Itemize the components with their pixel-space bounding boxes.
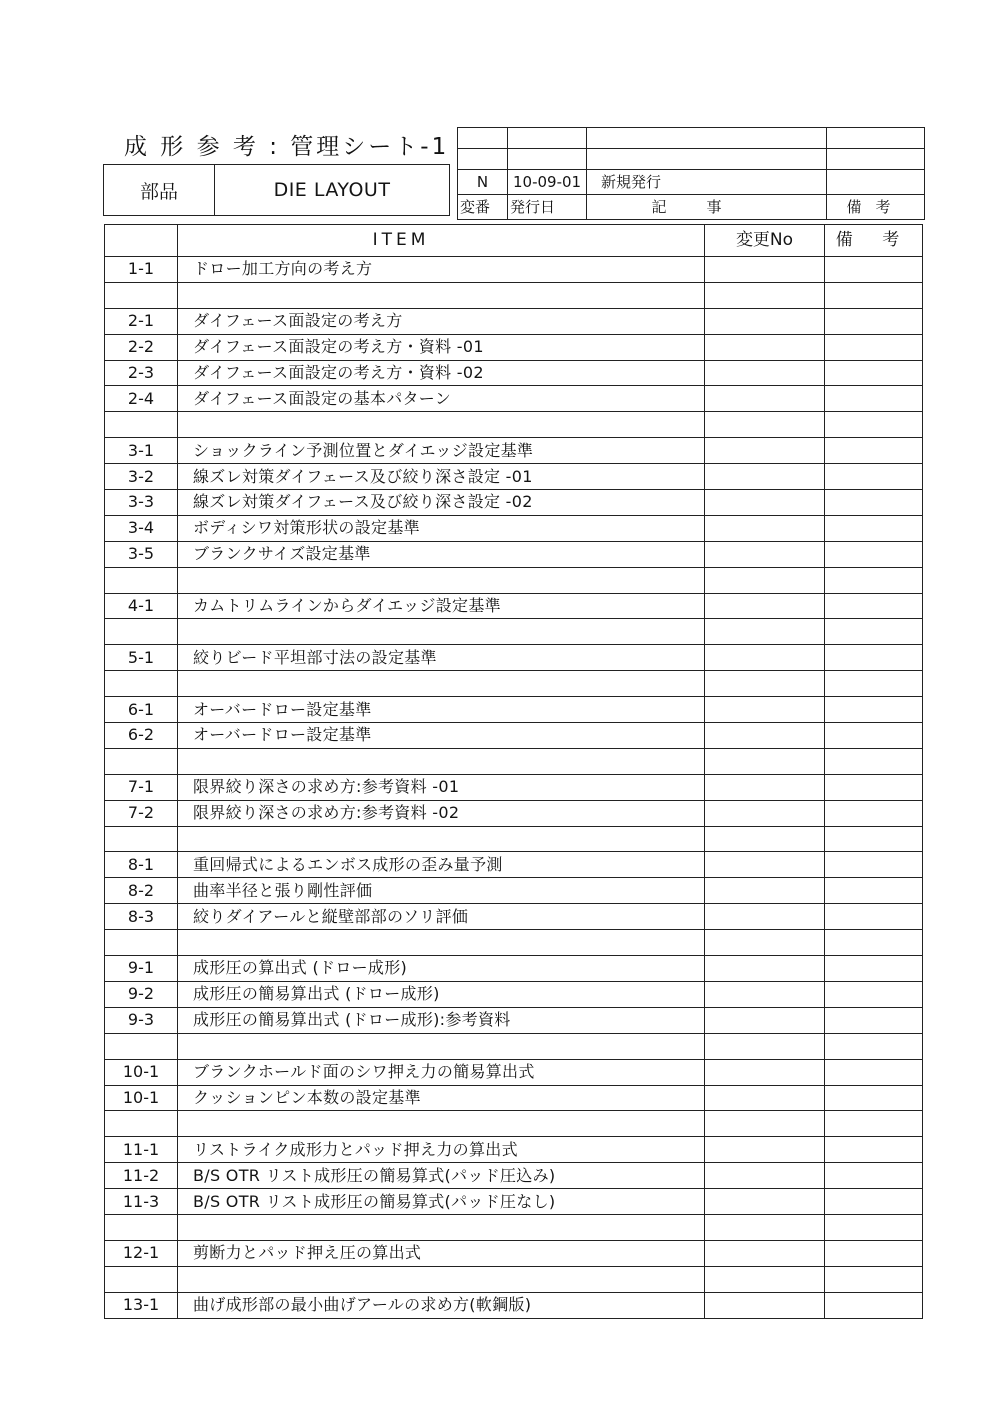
row-remarks xyxy=(825,464,923,490)
row-remarks xyxy=(825,1189,923,1215)
row-number: 11-3 xyxy=(105,1189,178,1215)
row-remarks xyxy=(825,1240,923,1266)
row-remarks xyxy=(825,1059,923,1085)
row-remarks xyxy=(825,308,923,334)
row-number xyxy=(105,567,178,593)
row-number: 4-1 xyxy=(105,593,178,619)
row-change-no xyxy=(705,334,825,360)
row-number: 3-3 xyxy=(105,490,178,516)
row-item xyxy=(178,1266,705,1292)
row-item xyxy=(178,1033,705,1059)
table-row xyxy=(105,981,923,1007)
row-remarks xyxy=(825,1033,923,1059)
row-remarks xyxy=(825,1292,923,1318)
table-row xyxy=(105,515,923,541)
table-row xyxy=(105,774,923,800)
row-number: 10-1 xyxy=(105,1059,178,1085)
table-row xyxy=(105,567,923,593)
row-item xyxy=(178,671,705,697)
revision-date-label: 発行日 xyxy=(508,195,587,220)
row-item: オーバードロー設定基準 xyxy=(178,723,705,749)
row-remarks xyxy=(825,1137,923,1163)
row-item xyxy=(178,748,705,774)
row-item xyxy=(178,930,705,956)
part-label: 部品 xyxy=(104,165,215,215)
row-number: 12-1 xyxy=(105,1240,178,1266)
row-number: 11-1 xyxy=(105,1137,178,1163)
row-number: 10-1 xyxy=(105,1085,178,1111)
row-number: 2-1 xyxy=(105,308,178,334)
row-remarks xyxy=(825,774,923,800)
row-number: 9-3 xyxy=(105,1007,178,1033)
row-item: ブランクホールド面のシワ押え力の簡易算出式 xyxy=(178,1059,705,1085)
row-item: 剪断力とパッド押え圧の算出式 xyxy=(178,1240,705,1266)
row-item xyxy=(178,1214,705,1240)
row-remarks xyxy=(825,697,923,723)
row-number: 11-2 xyxy=(105,1163,178,1189)
row-item xyxy=(178,1111,705,1137)
row-number: 8-1 xyxy=(105,852,178,878)
row-remarks xyxy=(825,1007,923,1033)
row-change-no xyxy=(705,1137,825,1163)
row-remarks xyxy=(825,619,923,645)
table-row xyxy=(105,904,923,930)
row-remarks xyxy=(825,515,923,541)
row-change-no xyxy=(705,1085,825,1111)
row-remarks xyxy=(825,671,923,697)
table-row xyxy=(105,257,923,283)
row-item: 重回帰式によるエンボス成形の歪み量予測 xyxy=(178,852,705,878)
row-remarks xyxy=(825,904,923,930)
revision-date: 10-09-01 xyxy=(508,170,587,195)
table-row xyxy=(105,386,923,412)
row-number: 2-3 xyxy=(105,360,178,386)
revision-table xyxy=(457,127,925,220)
row-item: ダイフェース面設定の考え方 xyxy=(178,308,705,334)
row-remarks xyxy=(825,541,923,567)
row-number: 3-2 xyxy=(105,464,178,490)
table-row xyxy=(105,438,923,464)
row-number xyxy=(105,619,178,645)
table-row xyxy=(105,1111,923,1137)
table-row xyxy=(105,748,923,774)
row-item: ボディシワ対策形状の設定基準 xyxy=(178,515,705,541)
table-row xyxy=(105,1085,923,1111)
row-remarks xyxy=(825,1111,923,1137)
row-change-no xyxy=(705,1266,825,1292)
row-remarks xyxy=(825,800,923,826)
row-change-no xyxy=(705,386,825,412)
row-number xyxy=(105,671,178,697)
row-item: ダイフェース面設定の考え方・資料 -01 xyxy=(178,334,705,360)
row-number: 2-4 xyxy=(105,386,178,412)
header-change-no: 変更No xyxy=(705,225,825,257)
table-row xyxy=(105,930,923,956)
row-number xyxy=(105,748,178,774)
table-row xyxy=(105,464,923,490)
row-remarks xyxy=(825,334,923,360)
part-header xyxy=(103,164,450,216)
row-change-no xyxy=(705,748,825,774)
revision-header-row xyxy=(458,195,925,220)
row-item: 成形圧の簡易算出式 (ドロー成形):参考資料 xyxy=(178,1007,705,1033)
row-remarks xyxy=(825,930,923,956)
row-remarks xyxy=(825,386,923,412)
row-change-no xyxy=(705,593,825,619)
revision-row-empty xyxy=(458,128,925,149)
row-number xyxy=(105,282,178,308)
row-remarks xyxy=(825,593,923,619)
row-item: カムトリムラインからダイエッジ設定基準 xyxy=(178,593,705,619)
table-row xyxy=(105,1266,923,1292)
row-change-no xyxy=(705,412,825,438)
row-remarks xyxy=(825,1085,923,1111)
table-row xyxy=(105,697,923,723)
row-number xyxy=(105,930,178,956)
table-row xyxy=(105,1189,923,1215)
table-row xyxy=(105,412,923,438)
item-table xyxy=(104,224,923,1319)
row-item xyxy=(178,619,705,645)
row-item: 曲率半径と張り剛性評価 xyxy=(178,878,705,904)
revision-remark-label: 備考 xyxy=(827,195,925,220)
row-change-no xyxy=(705,567,825,593)
row-change-no xyxy=(705,1059,825,1085)
table-row xyxy=(105,723,923,749)
row-change-no xyxy=(705,826,825,852)
table-row xyxy=(105,671,923,697)
row-remarks xyxy=(825,878,923,904)
table-row xyxy=(105,800,923,826)
revision-row-empty xyxy=(458,149,925,170)
table-row xyxy=(105,852,923,878)
row-item: リストライク成形力とパッド押え力の算出式 xyxy=(178,1137,705,1163)
row-remarks xyxy=(825,645,923,671)
row-number: 8-2 xyxy=(105,878,178,904)
row-change-no xyxy=(705,1240,825,1266)
revision-number-label: 変番 xyxy=(458,195,508,220)
part-value: DIE LAYOUT xyxy=(273,179,391,201)
row-change-no xyxy=(705,619,825,645)
revision-note-label: 記事 xyxy=(587,195,827,220)
table-row xyxy=(105,541,923,567)
row-change-no xyxy=(705,852,825,878)
row-item: ダイフェース面設定の考え方・資料 -02 xyxy=(178,360,705,386)
row-remarks xyxy=(825,748,923,774)
row-change-no xyxy=(705,723,825,749)
row-change-no xyxy=(705,1163,825,1189)
row-item: ブランクサイズ設定基準 xyxy=(178,541,705,567)
row-item: ドロー加工方向の考え方 xyxy=(178,257,705,283)
table-row xyxy=(105,1292,923,1318)
table-row xyxy=(105,645,923,671)
row-item: B/S OTR リスト成形圧の簡易算式(パッド圧なし) xyxy=(178,1189,705,1215)
header-item: ITEM xyxy=(178,225,705,257)
row-remarks xyxy=(825,412,923,438)
header-no xyxy=(105,225,178,257)
table-row xyxy=(105,282,923,308)
header-remarks: 備 考 xyxy=(825,225,923,257)
row-item: 絞りダイアールと縦壁部部のソリ評価 xyxy=(178,904,705,930)
row-item: ショックライン予測位置とダイエッジ設定基準 xyxy=(178,438,705,464)
row-change-no xyxy=(705,438,825,464)
table-row xyxy=(105,334,923,360)
row-number: 3-4 xyxy=(105,515,178,541)
row-item: 成形圧の算出式 (ドロー成形) xyxy=(178,956,705,982)
row-remarks xyxy=(825,567,923,593)
table-row xyxy=(105,593,923,619)
row-number xyxy=(105,1111,178,1137)
row-number xyxy=(105,826,178,852)
row-remarks xyxy=(825,956,923,982)
row-number xyxy=(105,1266,178,1292)
row-number xyxy=(105,412,178,438)
revision-number: N xyxy=(458,170,508,195)
row-item xyxy=(178,826,705,852)
table-row xyxy=(105,1137,923,1163)
table-row xyxy=(105,1033,923,1059)
row-remarks xyxy=(825,282,923,308)
row-item: 絞りビード平坦部寸法の設定基準 xyxy=(178,645,705,671)
row-item xyxy=(178,412,705,438)
row-number: 3-1 xyxy=(105,438,178,464)
table-row xyxy=(105,1059,923,1085)
row-change-no xyxy=(705,878,825,904)
row-item: 成形圧の簡易算出式 (ドロー成形) xyxy=(178,981,705,1007)
row-number: 5-1 xyxy=(105,645,178,671)
row-item: B/S OTR リスト成形圧の簡易算式(パッド圧込み) xyxy=(178,1163,705,1189)
table-row xyxy=(105,308,923,334)
row-remarks xyxy=(825,360,923,386)
row-item: 限界絞り深さの求め方:参考資料 -02 xyxy=(178,800,705,826)
item-table-header xyxy=(105,225,923,257)
row-change-no xyxy=(705,1007,825,1033)
table-row xyxy=(105,1163,923,1189)
row-item: 線ズレ対策ダイフェース及び絞り深さ設定 -01 xyxy=(178,464,705,490)
row-number: 6-1 xyxy=(105,697,178,723)
row-change-no xyxy=(705,774,825,800)
row-change-no xyxy=(705,541,825,567)
table-row xyxy=(105,1214,923,1240)
row-change-no xyxy=(705,490,825,516)
row-item: クッションピン本数の設定基準 xyxy=(178,1085,705,1111)
table-row xyxy=(105,360,923,386)
row-remarks xyxy=(825,490,923,516)
row-change-no xyxy=(705,282,825,308)
row-remarks xyxy=(825,852,923,878)
row-remarks xyxy=(825,438,923,464)
row-number: 8-3 xyxy=(105,904,178,930)
row-remarks xyxy=(825,723,923,749)
row-change-no xyxy=(705,257,825,283)
row-change-no xyxy=(705,464,825,490)
table-row xyxy=(105,956,923,982)
table-row xyxy=(105,1007,923,1033)
row-remarks xyxy=(825,1214,923,1240)
row-number: 7-2 xyxy=(105,800,178,826)
row-number: 2-2 xyxy=(105,334,178,360)
revision-note: 新規発行 xyxy=(587,170,827,195)
row-change-no xyxy=(705,800,825,826)
row-change-no xyxy=(705,645,825,671)
row-change-no xyxy=(705,981,825,1007)
row-change-no xyxy=(705,360,825,386)
table-row xyxy=(105,619,923,645)
row-item xyxy=(178,282,705,308)
row-change-no xyxy=(705,1111,825,1137)
row-number: 9-2 xyxy=(105,981,178,1007)
row-change-no xyxy=(705,930,825,956)
row-remarks xyxy=(825,1266,923,1292)
table-row xyxy=(105,1240,923,1266)
table-row xyxy=(105,878,923,904)
table-row xyxy=(105,490,923,516)
row-item xyxy=(178,567,705,593)
row-number: 1-1 xyxy=(105,257,178,283)
row-number xyxy=(105,1214,178,1240)
revision-row xyxy=(458,170,925,195)
row-item: オーバードロー設定基準 xyxy=(178,697,705,723)
row-change-no xyxy=(705,904,825,930)
row-change-no xyxy=(705,1292,825,1318)
row-number xyxy=(105,1033,178,1059)
row-number: 7-1 xyxy=(105,774,178,800)
row-change-no xyxy=(705,1189,825,1215)
row-change-no xyxy=(705,308,825,334)
row-number: 13-1 xyxy=(105,1292,178,1318)
table-row xyxy=(105,826,923,852)
row-remarks xyxy=(825,826,923,852)
row-item: 線ズレ対策ダイフェース及び絞り深さ設定 -02 xyxy=(178,490,705,516)
row-number: 6-2 xyxy=(105,723,178,749)
row-remarks xyxy=(825,1163,923,1189)
row-change-no xyxy=(705,1033,825,1059)
row-change-no xyxy=(705,671,825,697)
row-change-no xyxy=(705,515,825,541)
row-remarks xyxy=(825,257,923,283)
row-item: 曲げ成形部の最小曲げアールの求め方(軟鋼版) xyxy=(178,1292,705,1318)
row-change-no xyxy=(705,956,825,982)
row-number: 9-1 xyxy=(105,956,178,982)
page-title: 成 形 参 考 : 管理シート-1 xyxy=(124,134,450,160)
row-remarks xyxy=(825,981,923,1007)
row-item: ダイフェース面設定の基本パターン xyxy=(178,386,705,412)
row-change-no xyxy=(705,1214,825,1240)
revision-remark xyxy=(827,170,925,195)
row-change-no xyxy=(705,697,825,723)
row-item: 限界絞り深さの求め方:参考資料 -01 xyxy=(178,774,705,800)
row-number: 3-5 xyxy=(105,541,178,567)
